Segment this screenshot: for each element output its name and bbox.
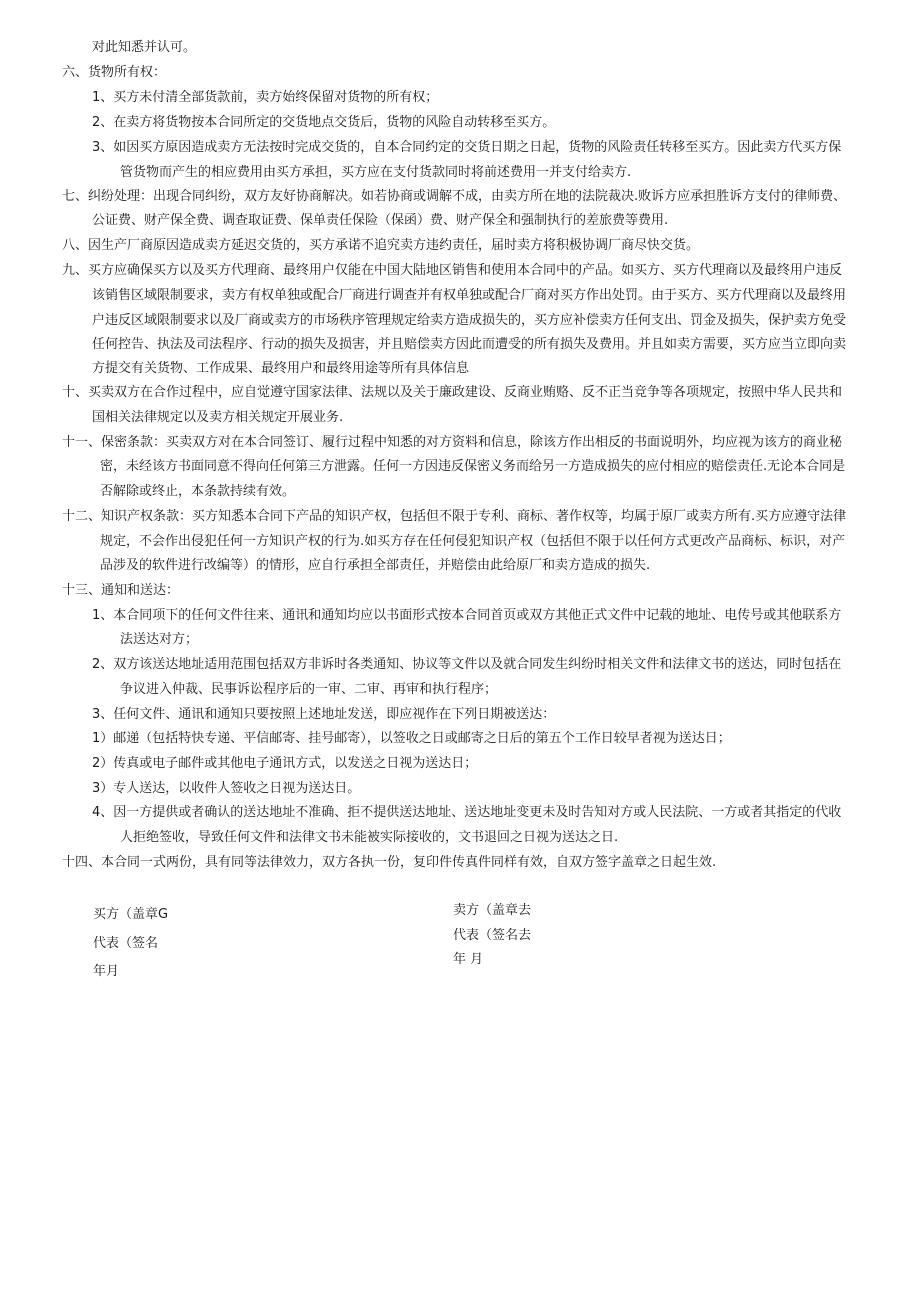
list-item: 4、因一方提供或者确认的送达地址不准确、拒不提供送达地址、送达地址变更未及时告知对方或人民法院、一方或者其指定的代收 bbox=[92, 805, 842, 820]
list-item: 2）传真或电子邮件或其他电子通讯方式，以发送之日视为送达日； bbox=[92, 756, 478, 771]
seller-seal-label: 卖方（盖章去 bbox=[453, 903, 532, 918]
text-line: 人拒绝签收，导致任何文件和法律文书未能被实际接收的，文书退回之日视为送达之日. bbox=[120, 830, 619, 845]
text-line: 对此知悉并认可。 bbox=[92, 40, 197, 55]
section-heading: 十、买卖双方在合作过程中，应自觉遵守国家法律、法规以及关于廉政建设、反商业贿赂、反不正当竞争等各项规定，按照中华人民共和 bbox=[62, 385, 843, 400]
text-line: 该销售区域限制要求，卖方有权单独或配合厂商进行调查并有权单独或配合厂商对买方作出处罚。由于买方、买方代理商以及最终用 bbox=[92, 288, 847, 303]
text-line: 品涉及的软件进行改编等）的情形，应自行承担全部责任，并赔偿由此给原厂和卖方造成的损失. bbox=[100, 558, 651, 573]
list-item: 3）专人送达，以收件人签收之日视为送达日。 bbox=[92, 781, 361, 796]
section-heading: 十四、本合同一式两份，具有同等法律效力，双方各执一份，复印件传真件同样有效，自双方签字盖章之日起生效. bbox=[62, 855, 717, 870]
list-item: 1、本合同项下的任何文件往来、通讯和通知均应以书面形式按本合同首页或双方其他正式文件中记载的地址、电传号或其他联系方 bbox=[92, 608, 842, 623]
section-heading: 十一、保密条款：买卖双方对在本合同签订、履行过程中知悉的对方资料和信息，除该方作出相反的书面说明外，均应视为该方的商业秘 bbox=[62, 435, 843, 450]
text-line: 法送达对方； bbox=[120, 632, 199, 647]
section-heading: 七、纠纷处理：出现合同纠纷，双方友好协商解决。如若协商或调解不成，由卖方所在地的法院裁决.败诉方应承担胜诉方支付的律师费、 bbox=[62, 189, 847, 204]
seller-date-label: 年 月 bbox=[453, 952, 484, 967]
text-line: 管货物而产生的相应费用由买方承担，买方应在支付货款同时将前述费用一并支付给卖方. bbox=[120, 165, 632, 180]
list-item: 1）邮递（包括特快专递、平信邮寄、挂号邮寄），以签收之日或邮寄之日后的第五个工作日较早者视为送达日； bbox=[92, 731, 731, 746]
text-line: 方提交有关货物、工作成果、最终用户和最终用途等所有具体信息 bbox=[92, 361, 470, 376]
text-line: 国相关法律规定以及卖方相关规定开展业务. bbox=[92, 410, 344, 425]
list-item: 3、如因买方原因造成卖方无法按时完成交货的，自本合同约定的交货日期之日起，货物的风险责任转移至买方。因此卖方代买方保 bbox=[92, 140, 842, 155]
text-line: 公证费、财产保全费、调查取证费、保单责任保险（保函）费、财产保全和强制执行的差旅费等费用. bbox=[92, 213, 669, 228]
buyer-rep-label: 代表（签名 bbox=[93, 936, 159, 951]
section-heading: 八、因生产厂商原因造成卖方延迟交货的，买方承诺不追究卖方违约责任，届时卖方将积极协调厂商尽快交货。 bbox=[62, 238, 700, 253]
list-item: 2、双方该送达地址适用范围包括双方非诉时各类通知、协议等文件以及就合同发生纠纷时相关文件和法律文书的送达，同时包括在 bbox=[92, 657, 842, 672]
text-line: 密，未经该方书面同意不得向任何第三方泄露。任何一方因违反保密义务而给另一方造成损失的应付相应的赔偿责任.无论本合同是 bbox=[100, 459, 846, 474]
text-line: 任何控告、执法及司法程序、行动的损失及损害，并且赔偿卖方因此而遭受的所有损失及费用。并且如卖方需要，买方应当立即向卖 bbox=[92, 337, 847, 352]
text-line: 否解除或终止，本条款持续有效。 bbox=[100, 484, 296, 499]
buyer-seal-label: 买方（盖章G bbox=[93, 907, 169, 922]
section-heading: 九、买方应确保买方以及买方代理商、最终用户仅能在中国大陆地区销售和使用本合同中的产品。如买方、买方代理商以及最终用户违反 bbox=[62, 263, 843, 278]
list-item: 1、买方未付清全部货款前，卖方始终保留对货物的所有权； bbox=[92, 90, 439, 105]
section-heading: 六、货物所有权： bbox=[62, 65, 167, 80]
buyer-date-label: 年月 bbox=[93, 964, 120, 979]
section-heading: 十二、知识产权条款：买方知悉本合同下产品的知识产权，包括但不限于专利、商标、著作权等，均属于原厂或卖方所有.买方应遵守法律 bbox=[62, 509, 847, 524]
text-line: 户违反区域限制要求以及厂商或卖方的市场秩序管理规定给卖方造成损失的，买方应补偿卖方任何支出、罚金及损失，保护卖方免受 bbox=[92, 313, 847, 328]
text-line: 规定，不会作出侵犯任何一方知识产权的行为.如买方存在任何侵犯知识产权（包括但不限于以任何方式更改产品商标、标识，对产 bbox=[100, 534, 846, 549]
text-line: 争议进入仲裁、民事诉讼程序后的一审、二审、再审和执行程序； bbox=[120, 682, 498, 697]
list-item: 3、任何文件、通讯和通知只要按照上述地址发送，即应视作在下列日期被送达： bbox=[92, 707, 556, 722]
seller-rep-label: 代表（签名去 bbox=[453, 928, 532, 943]
section-heading: 十三、通知和送达： bbox=[62, 583, 180, 598]
list-item: 2、在卖方将货物按本合同所定的交货地点交货后，货物的风险自动转移至买方。 bbox=[92, 115, 556, 130]
